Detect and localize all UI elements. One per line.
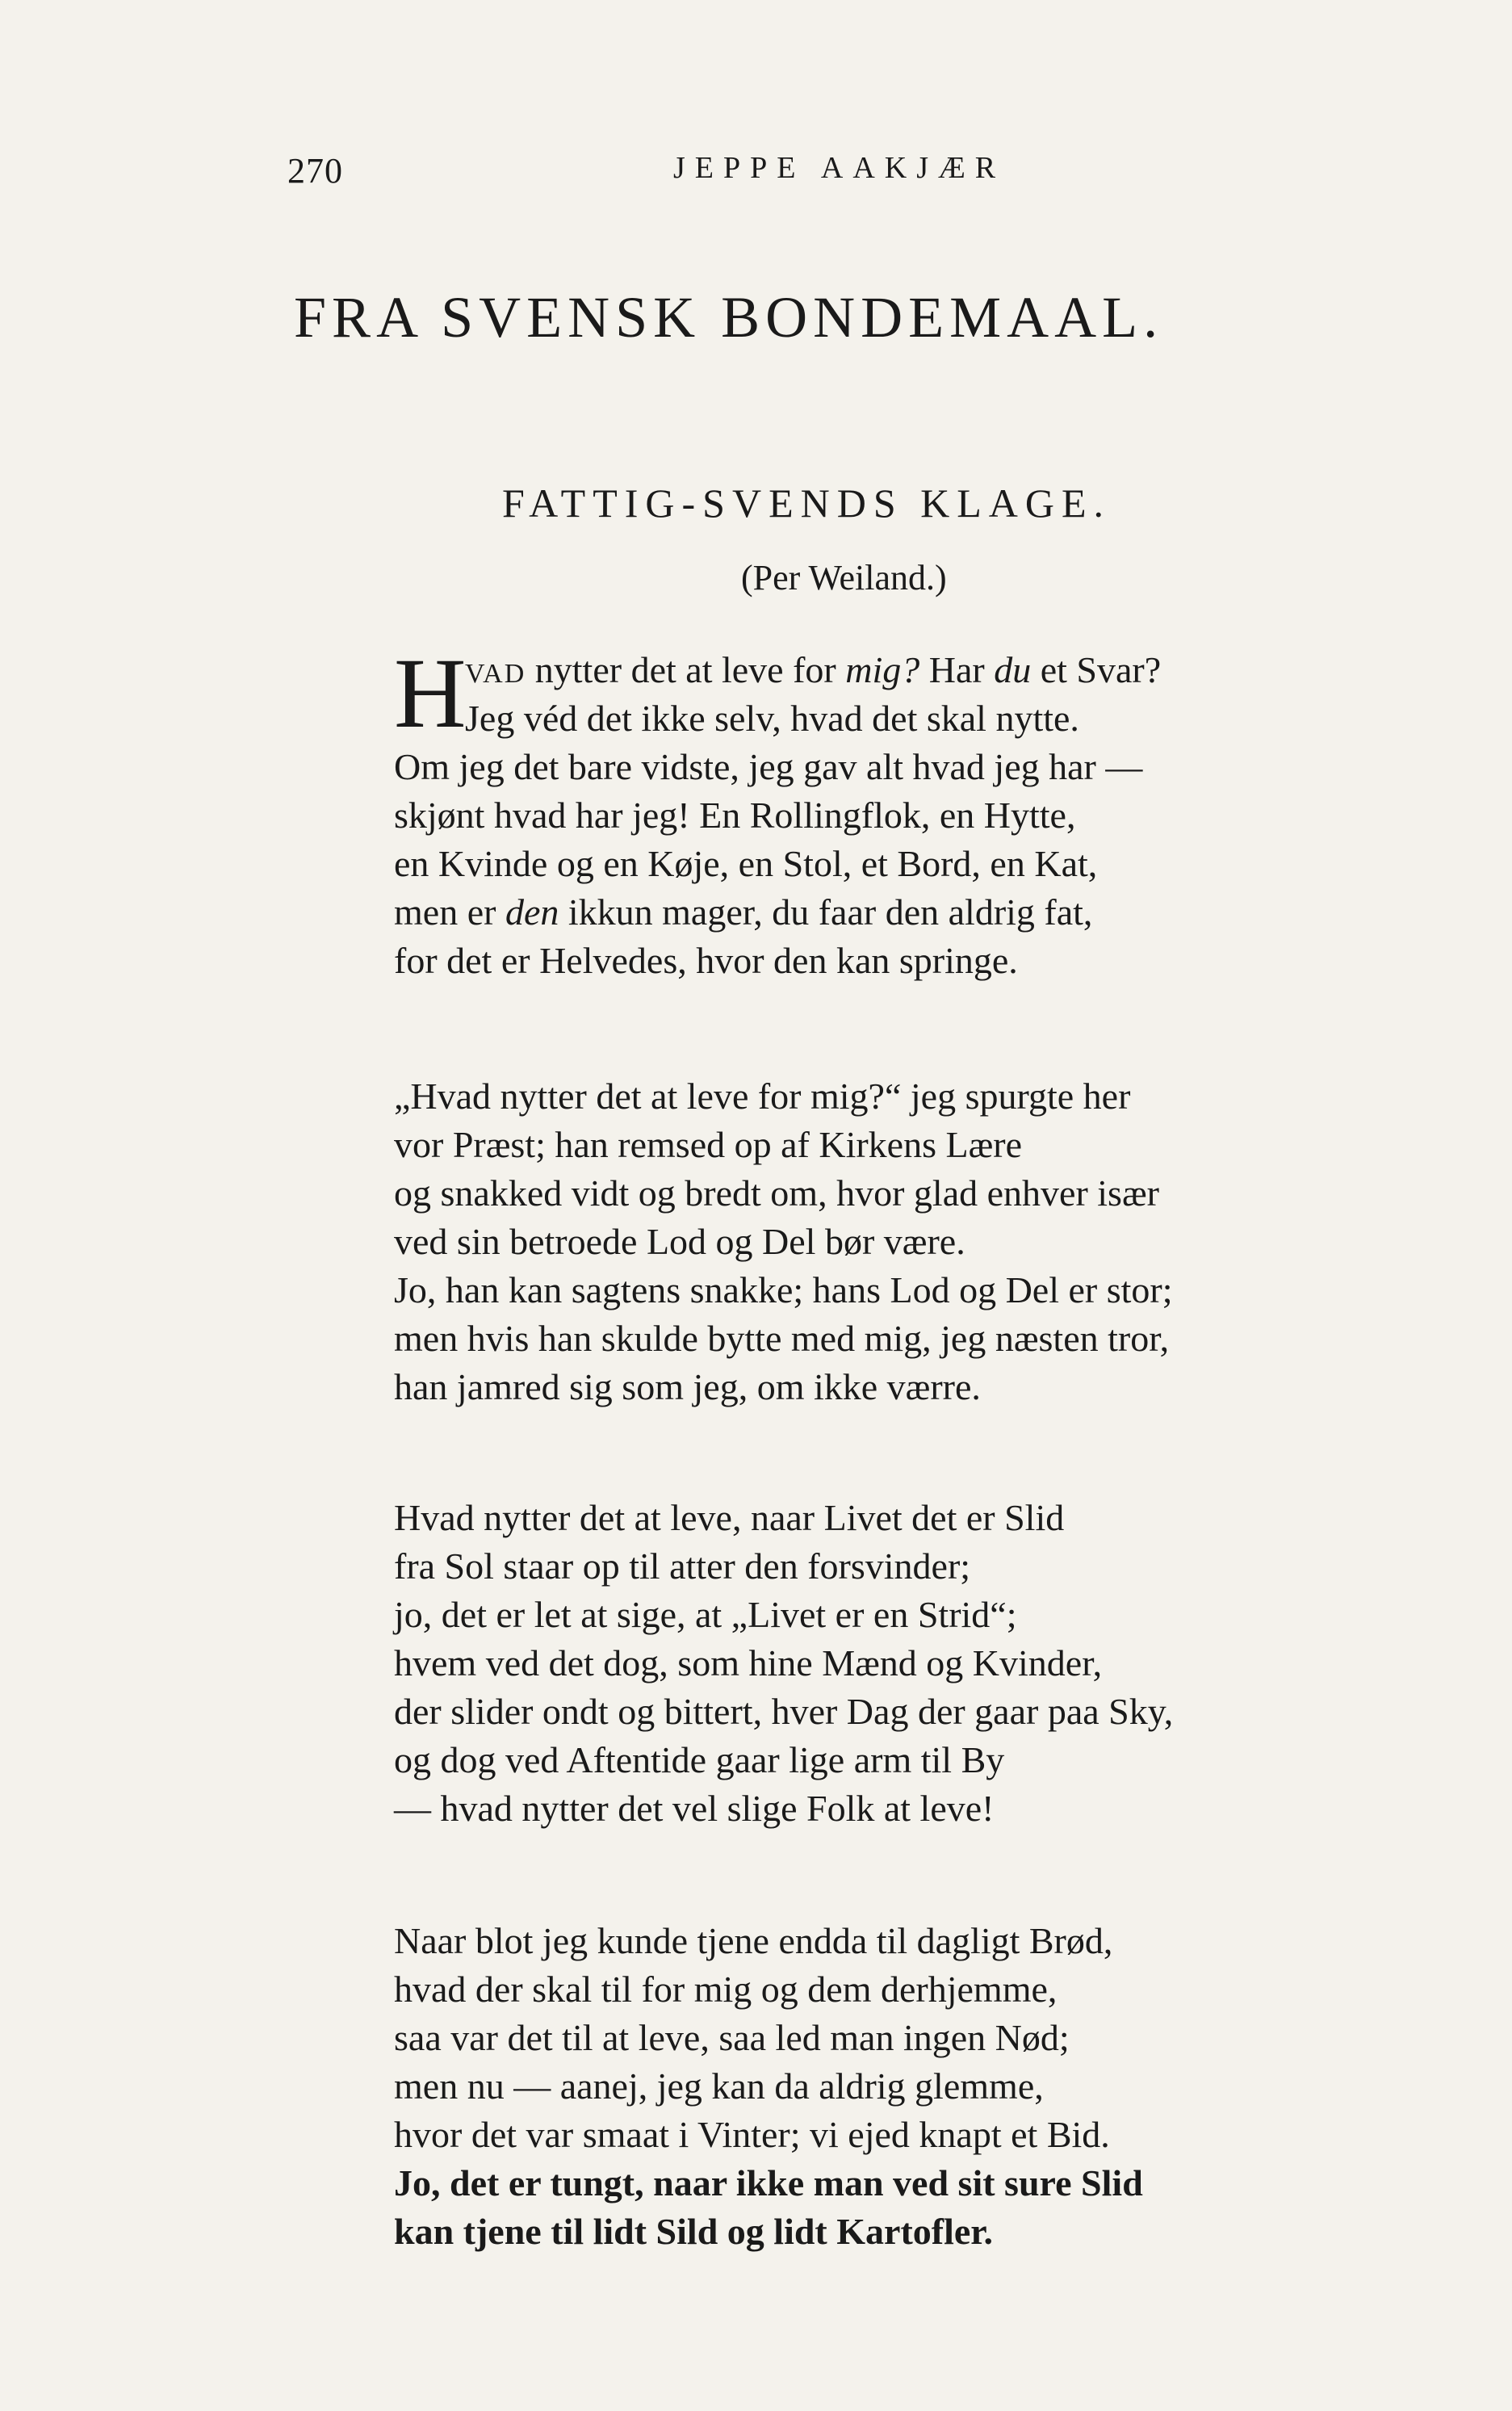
poem-line: hvor det var smaat i Vinter; vi ejed knapt et Bid. [394, 2114, 1110, 2155]
page-number: 270 [287, 151, 343, 191]
running-head: JEPPE AAKJÆR [673, 151, 1006, 185]
poem-line: hvad der skal til for mig og dem derhjemme, [394, 1969, 1058, 2010]
poem-line: men hvis han skulde bytte med mig, jeg næsten tror, [394, 1318, 1170, 1359]
poem-line: for det er Helvedes, hvor den kan springe. [394, 940, 1018, 981]
line-emphasis: den [505, 891, 559, 933]
poem-line: men nu — aanej, jeg kan da aldrig glemme, [394, 2065, 1044, 2107]
poem-line: Jeg véd det ikke selv, hvad det skal nytte. [465, 698, 1079, 739]
poem-line: skjønt hvad har jeg! En Rollingflok, en Hytte, [394, 795, 1076, 836]
drop-cap: H [394, 638, 467, 748]
line-text: men er [394, 891, 505, 933]
line-emphasis: du [994, 649, 1032, 690]
line-text: ikkun mager, du faar den aldrig fat, [559, 891, 1093, 933]
poem-line: Om jeg det bare vidste, jeg gav alt hvad jeg har — [394, 746, 1143, 787]
poem-line: — hvad nytter det vel slige Folk at leve! [394, 1788, 995, 1829]
poem-author: (Per Weiland.) [741, 558, 947, 598]
stanza-2 [394, 1072, 1443, 1411]
poem-line: der slider ondt og bittert, hver Dag der gaar paa Sky, [394, 1691, 1174, 1732]
poem-line: en Kvinde og en Køje, en Stol, et Bord, en Kat, [394, 843, 1098, 884]
poem-line: han jamred sig som jeg, om ikke værre. [394, 1366, 981, 1407]
line-text: nytter det at leve for [526, 649, 846, 690]
poem-line: Naar blot jeg kunde tjene endda til dagligt Brød, [394, 1920, 1113, 1961]
stanza-3 [394, 1494, 1443, 1833]
poem-line: Jo, det er tungt, naar ikke man ved sit sure Slid [394, 2162, 1143, 2203]
stanza-1 [394, 638, 1443, 985]
poem-line: fra Sol staar op til atter den forsvinder; [394, 1545, 971, 1587]
poem-line: og snakked vidt og bredt om, hvor glad enhver især [394, 1172, 1159, 1214]
poem-line: ved sin betroede Lod og Del bør være. [394, 1221, 965, 1262]
poem-line: saa var det til at leve, saa led man ingen Nød; [394, 2017, 1070, 2058]
poem-line: kan tjene til lidt Sild og lidt Kartofler. [394, 2211, 993, 2252]
stanza-4 [394, 1917, 1443, 2256]
first-word-small-caps: VAD [465, 659, 526, 689]
line-text: Har [919, 649, 995, 690]
page-header [287, 150, 1095, 199]
poem-line: Hvad nytter det at leve, naar Livet det er Slid [394, 1497, 1065, 1538]
line-text: et Svar? [1031, 649, 1162, 690]
poem-line: hvem ved det dog, som hine Mænd og Kvinder, [394, 1642, 1103, 1684]
poem-line [394, 888, 1443, 937]
section-title: FRA SVENSK BONDEMAAL. [294, 285, 1164, 350]
poem-line [394, 646, 1443, 694]
line-emphasis: mig? [845, 649, 920, 690]
poem-line: Jo, han kan sagtens snakke; hans Lod og Del er stor; [394, 1269, 1173, 1310]
poem-title: FATTIG-SVENDS KLAGE. [502, 480, 1112, 526]
poem-line: „Hvad nytter det at leve for mig?“ jeg spurgte her [394, 1076, 1131, 1117]
poem-line: og dog ved Aftentide gaar lige arm til By [394, 1739, 1005, 1780]
poem-line: jo, det er let at sige, at „Livet er en Strid“; [394, 1594, 1017, 1635]
poem-line: vor Præst; han remsed op af Kirkens Lære [394, 1124, 1023, 1165]
